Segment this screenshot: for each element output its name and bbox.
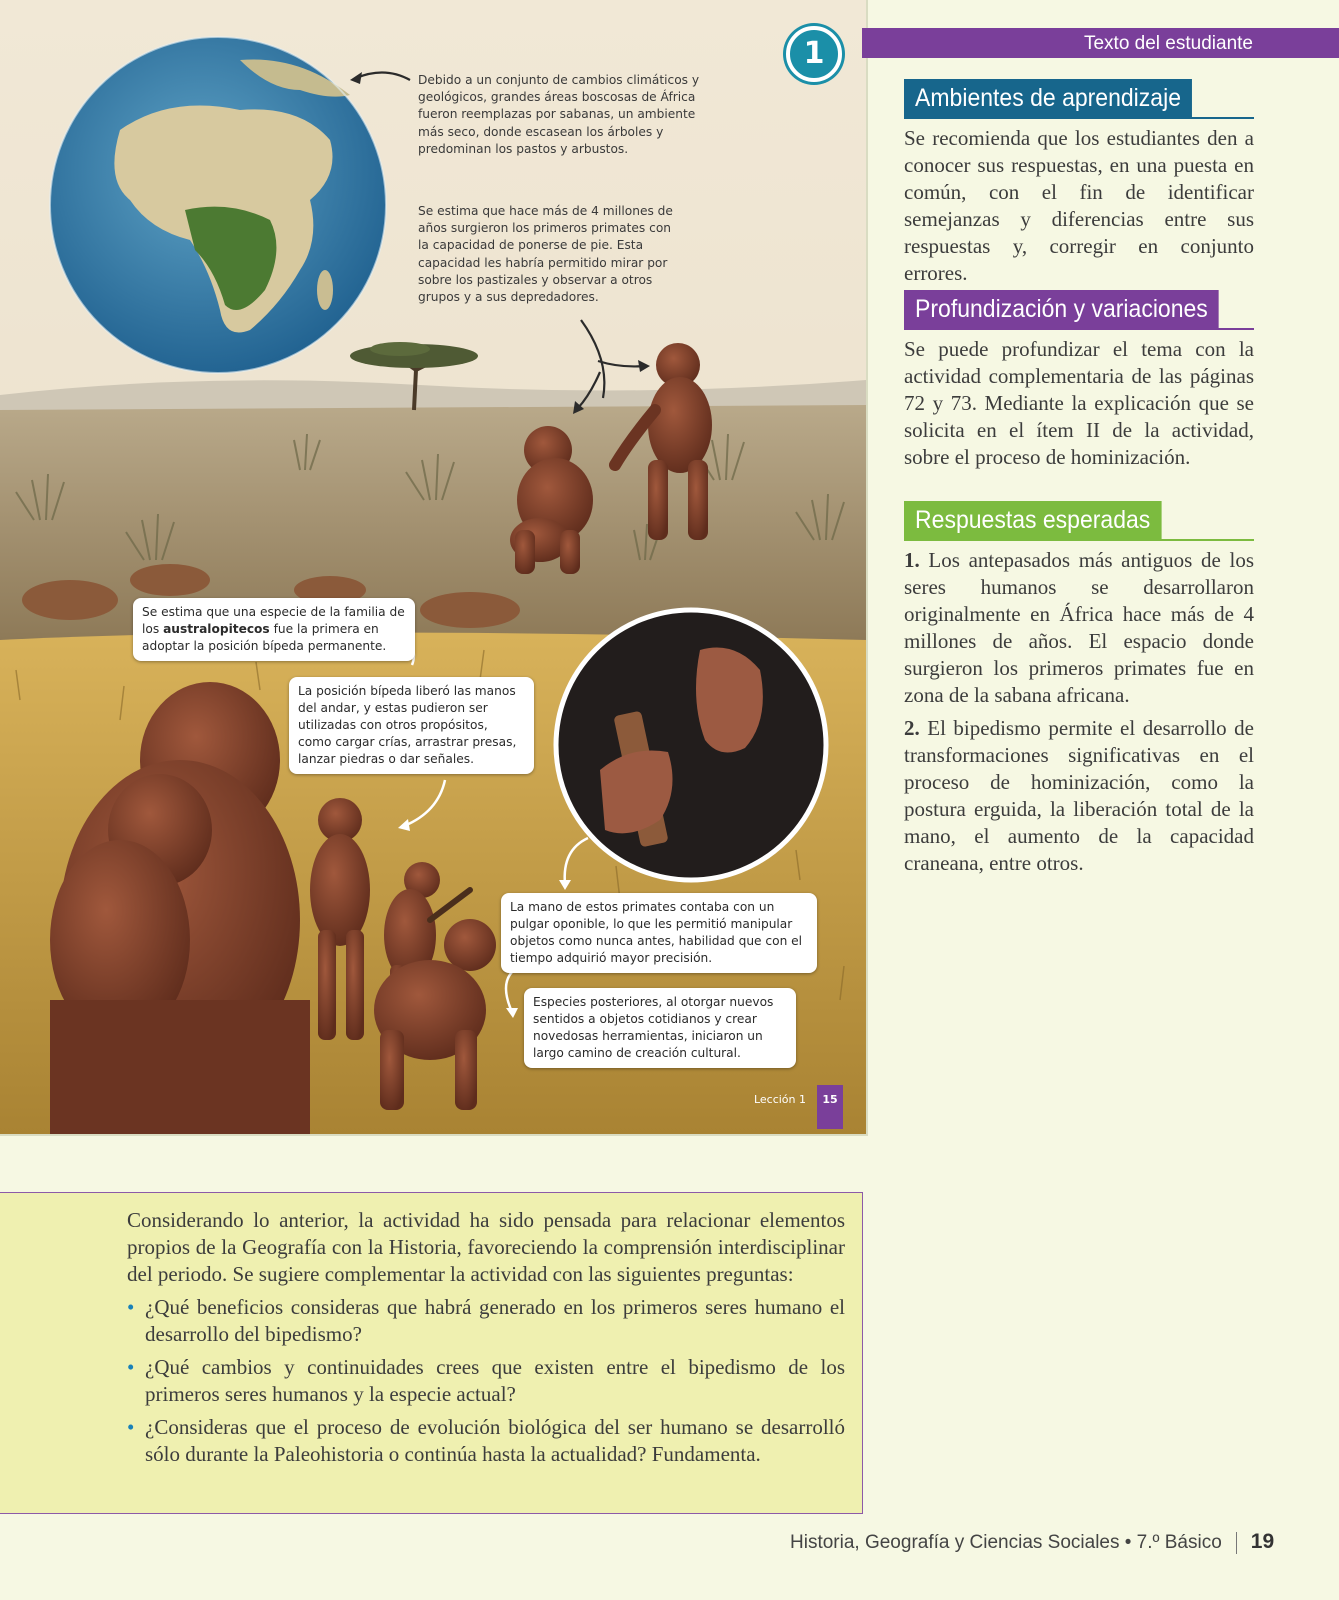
bubble-australopitecos-text-a: Se estima que una especie de la familia de los — [142, 605, 405, 636]
ambientes-paragraph: Se recomienda que los estudiantes den a conocer sus respuestas, en una puesta en común, con el fin de identificar semejanzas y diferencias entre sus respuestas y, corregir en conjunto errores. — [904, 126, 1254, 285]
bubble-australopitecos-text-c: fue la primera en adoptar la posición bípeda permanente. — [142, 622, 387, 653]
bubble-cultural-creation: Especies posteriores, al otorgar nuevos sentidos a objetos cotidianos y crear novedosas herramientas, iniciaron un largo camino de creación cultural. — [524, 988, 796, 1068]
answer-1 — [904, 547, 1254, 709]
section-heading-profundizacion — [904, 290, 1254, 330]
question-item — [127, 1294, 845, 1348]
opposable-thumb-hand-circle — [556, 610, 826, 880]
bubble-australopitecos-bold: australopitecos — [163, 622, 270, 636]
section-title-profundizacion: Profundización y variaciones — [904, 290, 1219, 328]
footer-separator — [1236, 1532, 1237, 1554]
bubble-opposable-thumb: La mano de estos primates contaba con un pulgar oponible, lo que les permitió manipular objetos como nunca antes, habilidad que con el tiempo adquirió mayor precisión. — [501, 893, 817, 973]
complementary-questions-text — [127, 1207, 845, 1474]
question-item — [127, 1354, 845, 1408]
bullet-icon: • — [127, 1355, 135, 1379]
lesson-number-badge — [786, 26, 842, 82]
question-3: ¿Consideras que el proceso de evolución biológica del ser humano se desarrolló sólo durante la Paleohistoria o continúa hasta la actualidad? Fundamenta. — [145, 1415, 845, 1466]
lesson-badge-number: 1 — [803, 36, 825, 71]
header-band — [862, 28, 1339, 58]
note-climate-change: Debido a un conjunto de cambios climáticos y geológicos, grandes áreas boscosas de África fueron reemplazas por sabanas, un ambiente más seco, donde escasean los árboles y predominan los pastos y arbustos. — [418, 73, 700, 156]
section-title-ambientes: Ambientes de aprendizaje — [904, 79, 1192, 117]
section-text-respuestas — [904, 547, 1254, 883]
bullet-icon: • — [127, 1415, 135, 1439]
student-page-number: 15 — [817, 1085, 843, 1129]
question-1: ¿Qué beneficios consideras que habrá generado en los primeros seres humano el desarrollo del bipedismo? — [145, 1295, 845, 1346]
page-footer — [790, 1530, 1274, 1554]
bullet-icon: • — [127, 1295, 135, 1319]
answer-2 — [904, 715, 1254, 877]
section-text-profundizacion — [904, 336, 1254, 477]
section-title-respuestas: Respuestas esperadas — [904, 501, 1161, 539]
section-text-ambientes — [904, 125, 1254, 293]
footer-page-number: 19 — [1250, 1530, 1275, 1553]
globe-africa-icon — [50, 37, 386, 373]
bubble-australopitecos — [133, 598, 415, 661]
bubble-free-hands: La posición bípeda liberó las manos del andar, y estas pudieron ser utilizadas con otros propósitos, como cargar crías, arrastrar presas, lanzar piedras o dar señales. — [289, 677, 534, 774]
answer-1-text: Los antepasados más antiguos de los seres humanos se desarrollaron originalmente en África hace más de 4 millones de años. El espacio donde surgieron los primeros primates fue en zona de la sabana africana. — [904, 548, 1254, 707]
bottom-intro: Considerando lo anterior, la actividad ha sido pensada para relacionar elementos propios de la Geografía con la Historia, favoreciendo la comprensión interdisciplinar del periodo. Se sugiere complementar la actividad con las siguientes preguntas: — [127, 1208, 845, 1286]
question-item — [127, 1414, 845, 1468]
lesson-label: Lección 1 — [753, 1093, 806, 1106]
note-first-primates: Se estima que hace más de 4 millones de años surgieron los primeros primates con la capacidad de ponerse de pie. Esta capacidad les habría permitido mirar por sobre los pastizales y observar a otros grupos y a sus depredadores. — [418, 204, 673, 305]
complementary-questions-box — [0, 1192, 863, 1514]
profundizacion-paragraph: Se puede profundizar el tema con la actividad complementaria de las páginas 72 y 73. Mediante la explicación que se solicita en el ítem II de la actividad, sobre el proceso de hominización. — [904, 337, 1254, 469]
answer-2-text: El bipedismo permite el desarrollo de transformaciones significativas en el proceso de hominización, como la postura erguida, la liberación total de la mano, el aumento de la capacidad craneana, entre otros. — [904, 716, 1254, 875]
section-heading-ambientes — [904, 79, 1254, 119]
answer-2-number: 2. — [904, 716, 920, 740]
answer-1-number: 1. — [904, 548, 920, 572]
question-2: ¿Qué cambios y continuidades crees que existen entre el bipedismo de los primeros seres humanos y la especie actual? — [145, 1355, 845, 1406]
student-book-page-image — [0, 0, 868, 1136]
header-band-label: Texto del estudiante — [1083, 33, 1253, 54]
footer-book-title: Historia, Geografía y Ciencias Sociales • 7.º Básico — [790, 1532, 1222, 1553]
section-heading-respuestas — [904, 501, 1254, 541]
